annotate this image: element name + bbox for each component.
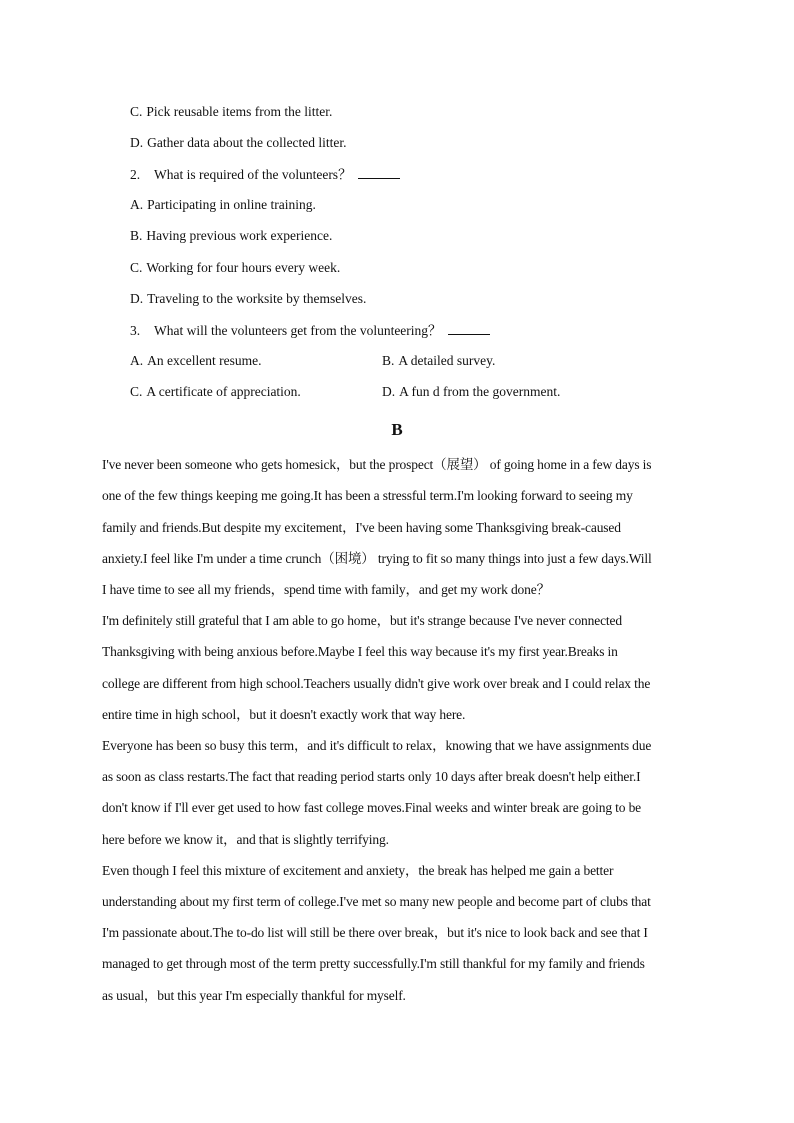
question-2 [130,166,400,183]
passage-line: I'm passionate about.The to-do list will still be there over break，but it's nice to look back and see that I [102,925,648,940]
option-letter: C. [130,384,143,399]
option-text: An excellent resume. [147,353,262,368]
question-text: What will the volunteers get from the volunteering？ [154,323,442,338]
q3-option-c [130,384,301,400]
passage-line: Everyone has been so busy this term，and it's difficult to relax，knowing that we have assignments due [102,738,652,753]
question-number: 2. [130,167,141,182]
answer-blank[interactable] [358,166,400,179]
option-letter: C. [130,104,143,119]
option-text: A detailed survey. [398,353,496,368]
option-text: Having previous work experience. [146,228,333,243]
q2-option-a [130,197,316,213]
passage-line: managed to get through most of the term pretty successfully.I'm still thankful for my family and friends [102,956,645,971]
passage-line: as soon as class restarts.The fact that reading period starts only 10 days after break doesn't help either.I [102,769,641,784]
passage-line: as usual，but this year I'm especially thankful for myself. [102,988,406,1003]
option-text: A fun d from the government. [399,384,561,399]
passage-line: understanding about my first term of college.I've met so many new people and become part of clubs that [102,894,651,909]
q2-option-b [130,228,332,244]
answer-blank[interactable] [448,322,490,335]
passage-line: Even though I feel this mixture of excitement and anxiety，the break has helped me gain a better [102,863,614,878]
section-title: B [391,420,403,439]
option-text: A certificate of appreciation. [146,384,301,399]
option-letter: A. [130,197,144,212]
q3-option-d [382,384,560,400]
q2-option-d [130,291,366,307]
q1-option-d [130,135,347,151]
passage-line: anxiety.I feel like I'm under a time crunch（困境） trying to fit so many things into just a few days.Will [102,551,652,566]
option-letter: A. [130,353,144,368]
question-number: 3. [130,323,141,338]
passage-line: college are different from high school.Teachers usually didn't give work over break and I could relax the [102,676,651,691]
passage-line: Thanksgiving with being anxious before.Maybe I feel this way because it's my first year.Breaks in [102,644,618,659]
passage-line: here before we know it，and that is slightly terrifying. [102,832,389,847]
option-letter: B. [130,228,143,243]
passage-line: one of the few things keeping me going.It has been a stressful term.I'm looking forward to seeing my [102,488,633,503]
option-text: Participating in online training. [147,197,316,212]
option-letter: D. [130,291,144,306]
option-text: Working for four hours every week. [146,260,341,275]
q3-option-b [382,353,495,369]
question-3 [130,322,490,339]
passage-line: I'm definitely still grateful that I am able to go home，but it's strange because I've never connected [102,613,622,628]
question-text: What is required of the volunteers？ [154,167,352,182]
option-letter: C. [130,260,143,275]
option-text: Gather data about the collected litter. [147,135,347,150]
passage-line: family and friends.But despite my excitement，I've been having some Thanksgiving break-caused [102,520,621,535]
passage-line: don't know if I'll ever get used to how fast college moves.Final weeks and winter break are going to be [102,800,642,815]
option-text: Traveling to the worksite by themselves. [147,291,367,306]
passage-line: I have time to see all my friends，spend time with family，and get my work done？ [102,582,550,597]
q2-option-c [130,260,340,276]
option-letter: D. [130,135,144,150]
option-text: Pick reusable items from the litter. [146,104,333,119]
passage-line: I've never been someone who gets homesick，but the prospect（展望） of going home in a few days is [102,457,652,472]
option-letter: B. [382,353,395,368]
option-letter: D. [382,384,396,399]
q1-option-c [130,104,332,120]
q3-option-a [130,353,261,369]
passage-line: entire time in high school，but it doesn't exactly work that way here. [102,707,466,722]
